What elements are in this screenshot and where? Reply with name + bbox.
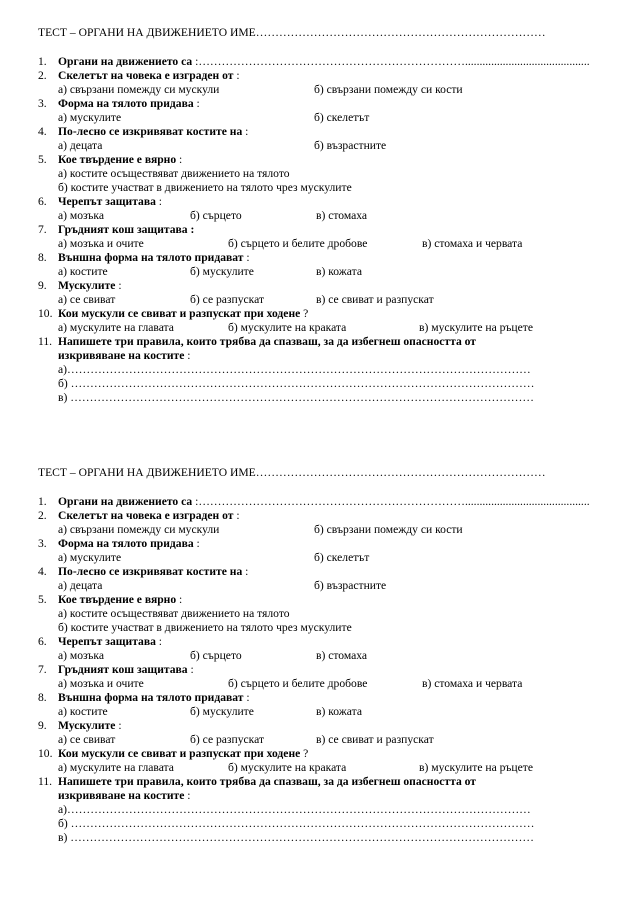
question-number: 10.: [38, 308, 53, 320]
option-b: б) сърцето и белите дробове: [228, 237, 368, 250]
question-number: 9.: [38, 720, 47, 732]
option-b: б) костите участват в движението на тялото чрез мускулите: [58, 181, 352, 194]
question-number: 4.: [38, 566, 47, 578]
question-5: [38, 154, 608, 168]
question-text: Напишете три правила, които трябва да спазваш, за да избегнеш опасността от: [58, 336, 476, 348]
question-11: [38, 776, 608, 790]
question-11-continued: [38, 350, 608, 364]
question-suffix: :: [243, 252, 250, 264]
question-number: 5.: [38, 154, 47, 166]
test-sheet-1: [38, 27, 608, 406]
question-9: [38, 720, 608, 734]
question-text: Външна форма на тялото придават: [58, 252, 244, 264]
option-c: в) кожата: [316, 265, 362, 278]
question-suffix: :: [176, 594, 183, 606]
question-number: 3.: [38, 538, 47, 550]
question-number: 9.: [38, 280, 47, 292]
question-suffix: :: [176, 154, 183, 166]
question-text: Гръдният кош защитава: [58, 664, 188, 676]
question-4: [38, 566, 608, 580]
option-a: а) се свиват: [58, 293, 116, 306]
question-3: [38, 98, 608, 112]
option-b: б) мускулите: [190, 705, 254, 718]
answer-options: [38, 650, 608, 664]
option-b: б) свързани помежду си кости: [314, 83, 463, 96]
option-a: а) мускулите на главата: [58, 321, 174, 334]
question-text: Кои мускули се свиват и разпускат при ходене: [58, 748, 301, 760]
option-c: в) стомаха и червата: [422, 237, 523, 250]
option-b: б) сърцето: [190, 209, 242, 222]
question-6: [38, 196, 608, 210]
option-a: а) мозъка: [58, 209, 105, 222]
question-text: Форма на тялото придава: [58, 538, 194, 550]
option-a: а) костите осъществяват движението на тялото: [58, 607, 290, 620]
option-b: б) се разпускат: [190, 733, 265, 746]
option-b: б) скелетът: [314, 111, 370, 124]
question-text: Органи на движението са: [58, 56, 193, 68]
question-5: [38, 594, 608, 608]
question-4: [38, 126, 608, 140]
question-number: 6.: [38, 196, 47, 208]
question-text: изкривяване на костите: [58, 790, 185, 802]
option-c: в) се свиват и разпускат: [316, 293, 434, 306]
option-a: а) мускулите: [58, 111, 122, 124]
option-c: в) кожата: [316, 705, 362, 718]
answer-line-b[interactable]: б) …………………………………………………………………………………………………………: [58, 818, 535, 830]
question-suffix: :: [184, 350, 191, 362]
option-b: б) мускулите на краката: [228, 321, 347, 334]
option-b: б) мускулите на краката: [228, 761, 347, 774]
answer-options: [38, 210, 608, 224]
question-suffix: :: [115, 720, 122, 732]
option-a: а) свързани помежду си мускули: [58, 523, 220, 536]
answer-options: [38, 168, 608, 182]
answer-options: [38, 552, 608, 566]
question-number: 4.: [38, 126, 47, 138]
option-c: в) стомаха и червата: [422, 677, 523, 690]
question-text: изкривяване на костите: [58, 350, 185, 362]
answer-line-c[interactable]: в) …………………………………………………………………………………………………………: [58, 832, 534, 844]
question-number: 1.: [38, 56, 47, 68]
answer-options: [38, 84, 608, 98]
option-b: б) се разпускат: [190, 293, 265, 306]
option-c: в) мускулите на ръцете: [419, 761, 533, 774]
question-text: Външна форма на тялото придават: [58, 692, 244, 704]
question-text: По-лесно се изкривяват костите на: [58, 566, 243, 578]
question-text: Мускулите: [58, 280, 116, 292]
question-suffix: :: [155, 196, 163, 208]
option-b: б) сърцето: [190, 649, 242, 662]
answer-options: [38, 622, 608, 636]
answer-options: [38, 734, 608, 748]
question-number: 1.: [38, 496, 47, 508]
question-text: Кои мускули се свиват и разпускат при ходене: [58, 308, 301, 320]
answer-options: [38, 112, 608, 126]
question-suffix: :……………………………………………………………...........................................: [192, 56, 590, 68]
question-number: 2.: [38, 510, 47, 522]
question-number: 3.: [38, 98, 47, 110]
question-text: По-лесно се изкривяват костите на: [58, 126, 243, 138]
question-number: 6.: [38, 636, 47, 648]
question-suffix: :: [242, 566, 249, 578]
question-suffix: :: [115, 280, 122, 292]
question-9: [38, 280, 608, 294]
question-2: [38, 70, 608, 84]
question-8: [38, 252, 608, 266]
question-number: 2.: [38, 70, 47, 82]
option-a: а) се свиват: [58, 733, 116, 746]
answer-options: [38, 580, 608, 594]
question-11-continued: [38, 790, 608, 804]
option-a: а) децата: [58, 139, 103, 152]
question-suffix: :: [243, 692, 250, 704]
test-title: ТЕСТ – ОРГАНИ НА ДВИЖЕНИЕТО ИМЕ…………………………………………………………………: [38, 467, 546, 479]
answer-options: [38, 524, 608, 538]
question-text: Черепът защитава: [58, 196, 156, 208]
option-b: б) възрастните: [314, 139, 387, 152]
option-a: а) децата: [58, 579, 103, 592]
answer-options: [38, 762, 608, 776]
question-number: 8.: [38, 252, 47, 264]
question-10: [38, 748, 608, 762]
option-a: а) мозъка и очите: [58, 677, 144, 690]
question-text: Напишете три правила, които трябва да спазваш, за да избегнеш опасността от: [58, 776, 476, 788]
question-text: Форма на тялото придава: [58, 98, 194, 110]
answer-line-b[interactable]: б) …………………………………………………………………………………………………………: [58, 378, 535, 390]
question-suffix: :: [233, 70, 240, 82]
answer-line-a[interactable]: а)…………………………………………………………………………………………………………: [58, 364, 531, 376]
question-text: Органи на движението са: [58, 496, 193, 508]
option-a: а) мускулите: [58, 551, 122, 564]
option-b: б) скелетът: [314, 551, 370, 564]
option-a: а) мозъка и очите: [58, 237, 144, 250]
answer-options: [38, 706, 608, 720]
answer-options: [38, 608, 608, 622]
option-b: б) костите участват в движението на тялото чрез мускулите: [58, 621, 352, 634]
option-a: а) мускулите на главата: [58, 761, 174, 774]
question-number: 7.: [38, 664, 47, 676]
question-text: Кое твърдение е вярно: [58, 154, 177, 166]
question-suffix: :: [187, 664, 194, 676]
question-number: 11.: [38, 776, 53, 788]
question-text: Гръдният кош защитава :: [58, 224, 195, 236]
answer-options: [38, 678, 608, 692]
answer-line-a[interactable]: а)…………………………………………………………………………………………………………: [58, 804, 531, 816]
question-7: [38, 664, 608, 678]
test-title: ТЕСТ – ОРГАНИ НА ДВИЖЕНИЕТО ИМЕ…………………………………………………………………: [38, 27, 546, 39]
option-c: в) стомаха: [316, 649, 368, 662]
option-b: б) сърцето и белите дробове: [228, 677, 368, 690]
question-number: 11.: [38, 336, 53, 348]
question-suffix: :: [184, 790, 191, 802]
answer-line-c[interactable]: в) …………………………………………………………………………………………………………: [58, 392, 534, 404]
question-text: Кое твърдение е вярно: [58, 594, 177, 606]
question-suffix: ?: [300, 308, 309, 320]
option-c: в) мускулите на ръцете: [419, 321, 533, 334]
question-10: [38, 308, 608, 322]
answer-options: [38, 182, 608, 196]
question-number: 10.: [38, 748, 53, 760]
test-sheet-2: [38, 467, 608, 846]
answer-options: [38, 294, 608, 308]
answer-options: [38, 266, 608, 280]
question-suffix: ?: [300, 748, 309, 760]
question-suffix: :……………………………………………………………...........................................: [192, 496, 590, 508]
question-suffix: :: [233, 510, 240, 522]
option-a: а) костите: [58, 265, 108, 278]
question-11: [38, 336, 608, 350]
question-text: Скелетът на човека е изграден от: [58, 70, 234, 82]
option-a: а) мозъка: [58, 649, 105, 662]
question-text: Черепът защитава: [58, 636, 156, 648]
option-b: б) възрастните: [314, 579, 387, 592]
answer-options: [38, 322, 608, 336]
option-a: а) свързани помежду си мускули: [58, 83, 220, 96]
option-a: а) костите осъществяват движението на тялото: [58, 167, 290, 180]
question-2: [38, 510, 608, 524]
question-number: 8.: [38, 692, 47, 704]
question-3: [38, 538, 608, 552]
question-6: [38, 636, 608, 650]
option-b: б) свързани помежду си кости: [314, 523, 463, 536]
question-suffix: :: [193, 98, 200, 110]
question-1: [38, 56, 608, 70]
option-c: в) се свиват и разпускат: [316, 733, 434, 746]
option-b: б) мускулите: [190, 265, 254, 278]
question-number: 7.: [38, 224, 47, 236]
answer-options: [38, 238, 608, 252]
question-suffix: :: [193, 538, 200, 550]
option-c: в) стомаха: [316, 209, 368, 222]
question-text: Скелетът на човека е изграден от: [58, 510, 234, 522]
option-a: а) костите: [58, 705, 108, 718]
question-1: [38, 496, 608, 510]
question-suffix: :: [242, 126, 249, 138]
question-number: 5.: [38, 594, 47, 606]
question-suffix: :: [155, 636, 163, 648]
question-text: Мускулите: [58, 720, 116, 732]
question-8: [38, 692, 608, 706]
question-7: [38, 224, 608, 238]
answer-options: [38, 140, 608, 154]
